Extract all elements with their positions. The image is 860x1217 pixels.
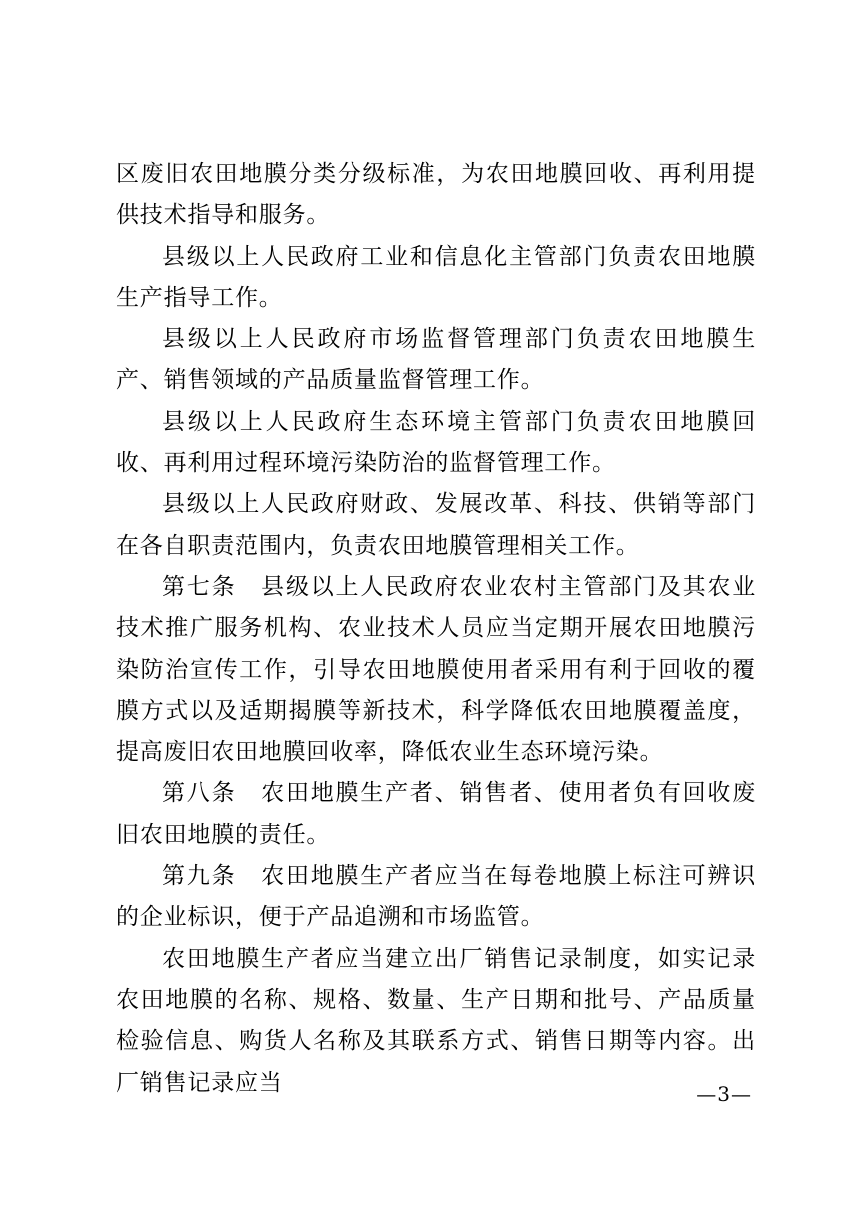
article-7: 第七条 县级以上人民政府农业农村主管部门及其农业技术推广服务机构、农业技术人员应当定期开展农田地膜污染防治宣传工作，引导农田地膜使用者采用有利于回收的覆膜方式以及适期揭膜等新技术，科学降低农田地膜覆盖度，提高废旧农田地膜回收率，降低农业生态环境污染。	[116, 573, 756, 766]
paragraph-continued: 区废旧农田地膜分类分级标准，为农田地膜回收、再利用提供技术指导和服务。	[116, 161, 756, 229]
article-9: 第九条 农田地膜生产者应当在每卷地膜上标注可辨识的企业标识，便于产品追溯和市场监管。	[116, 863, 756, 931]
article-8: 第八条 农田地膜生产者、销售者、使用者负有回收废旧农田地膜的责任。	[116, 780, 756, 848]
paragraph: 农田地膜生产者应当建立出厂销售记录制度，如实记录农田地膜的名称、规格、数量、生产日期和批号、产品质量检验信息、购货人名称及其联系方式、销售日期等内容。出厂销售记录应当	[116, 945, 756, 1096]
paragraph: 县级以上人民政府财政、发展改革、科技、供销等部门在各自职责范围内，负责农田地膜管理相关工作。	[116, 491, 756, 559]
paragraph: 县级以上人民政府工业和信息化主管部门负责农田地膜生产指导工作。	[116, 243, 756, 311]
paragraph: 县级以上人民政府生态环境主管部门负责农田地膜回收、再利用过程环境污染防治的监督管理工作。	[116, 408, 756, 477]
page-number: —3—	[696, 1082, 752, 1106]
paragraph: 县级以上人民政府市场监督管理部门负责农田地膜生产、销售领域的产品质量监督管理工作。	[116, 326, 756, 394]
document-body	[116, 154, 756, 1104]
